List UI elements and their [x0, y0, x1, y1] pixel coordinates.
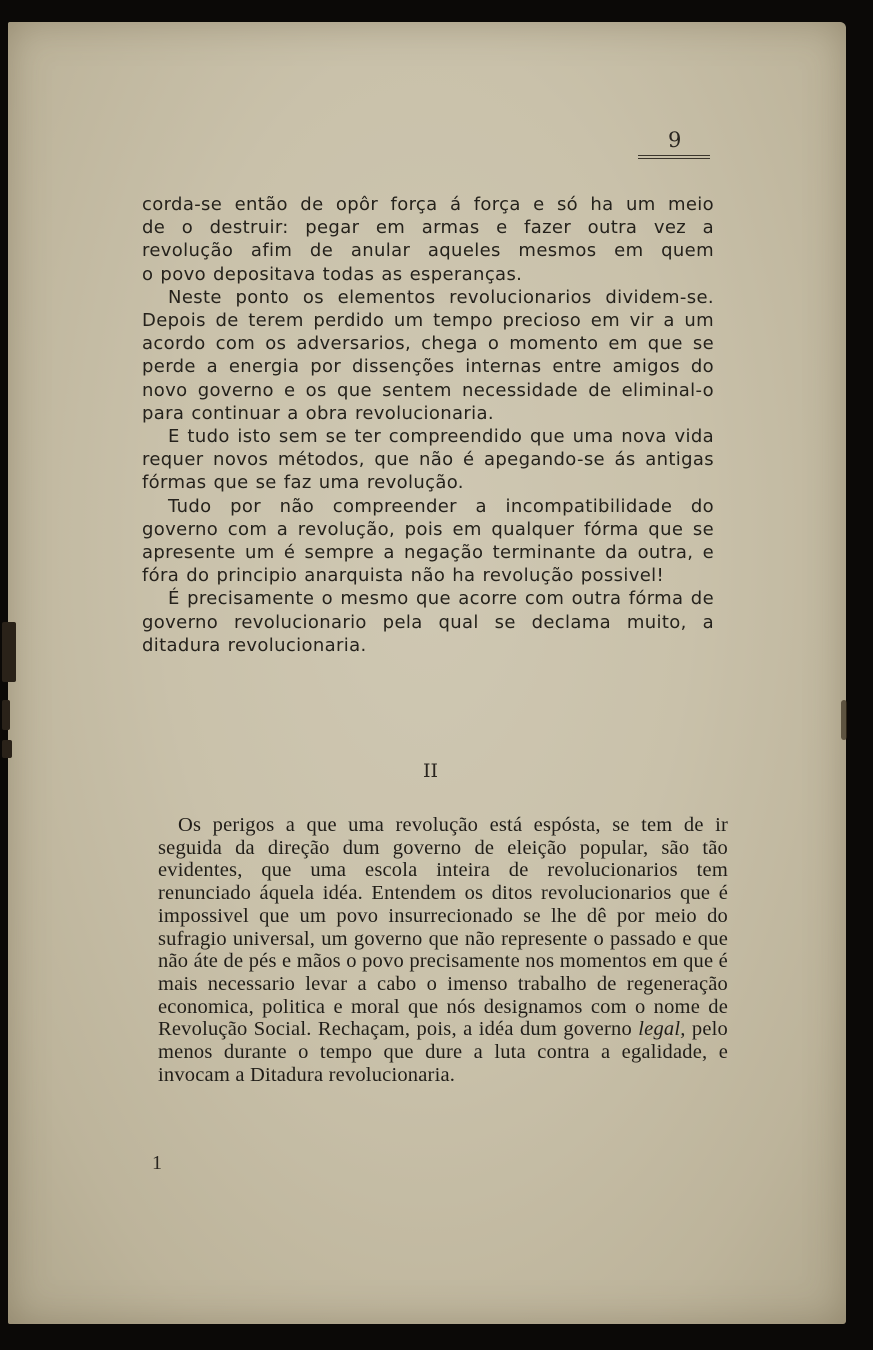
text-block-top: [142, 193, 714, 657]
binding-mark: [2, 622, 16, 682]
paragraph-text: Os perigos a que uma revolução está espósta, se tem de ir seguida da direção dum governo de eleição popular, são tão evidentes, que uma escola inteira de revolucionarios tem renunciado áquela idéa. Entendem os ditos revolucionarios que é impossivel que um povo insurrecionado se lhe dê por meio do sufragio universal, um governo que não represente o passado e que não áte de pés e mãos o povo precisamente nos momentos em que é mais necessario levar a cabo o imenso trabalho de regeneração economica, politica e moral que nós designamos com o nome de Revolução Social. Rechaçam, pois, a idéa dum governo: [158, 814, 728, 1041]
text-block-bottom: [158, 814, 728, 1086]
text-line: corda-se então de opôr força á força e só ha um meio: [142, 194, 714, 215]
binding-mark: [2, 740, 12, 758]
italic-word: legal,: [638, 1018, 686, 1041]
text-line: revolução afim de anular aqueles mesmos em quem: [142, 240, 714, 262]
page-number: 9: [668, 128, 682, 152]
text-line: de o destruir: pegar em armas e fazer outra vez a: [142, 217, 714, 239]
paragraph: [158, 814, 728, 1086]
section-heading: II: [423, 760, 439, 782]
signature-mark: 1: [152, 1152, 162, 1174]
paragraph: E tudo isto sem se ter compreendido que uma nova vida requer novos métodos, que não é apegando-se ás antigas fórmas que se faz uma revolução.: [142, 426, 714, 494]
paragraph: Neste ponto os elementos revolucionarios dividem-se. Depois de terem perdido um tempo precioso em vir a um acordo com os adversarios, chega o momento em que se perde a energia por dissenções internas entre amigos do novo governo e os que sentem necessidade de eliminal-o para continuar a obra revolucionaria.: [142, 286, 714, 424]
paragraph: É precisamente o mesmo que acorre com outra fórma de governo revolucionario pela qual se declama muito, a ditadura revolucionaria.: [142, 588, 714, 656]
page-number-rule: [638, 155, 710, 159]
paragraph-text: pelo menos durante o tempo que dure a luta contra a egalidade, e invocam a Ditadura revolucionaria.: [158, 1018, 729, 1086]
text-line: o povo depositava todas as esperanças.: [142, 263, 523, 285]
paragraph: Tudo por não compreender a incompatibilidade do governo com a revolução, pois em qualquer fórma que se apresente um é sempre a negação terminante da outra, e fóra do principio anarquista não ha revolução possivel!: [142, 495, 714, 587]
binding-mark: [2, 700, 10, 730]
edge-stain: [841, 700, 847, 740]
